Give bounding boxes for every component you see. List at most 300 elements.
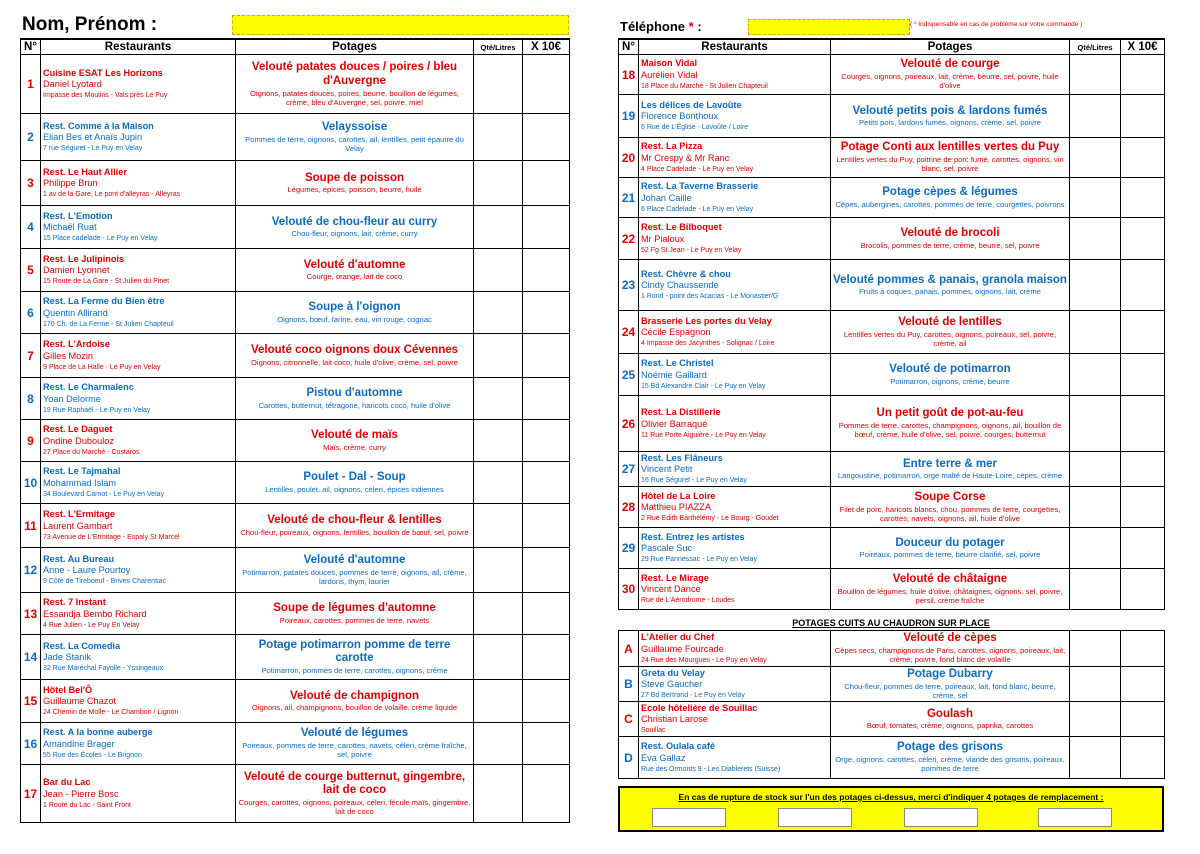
potage-cell: [831, 737, 1070, 779]
potage-cell: [831, 569, 1070, 610]
row-number: 27: [619, 452, 639, 487]
price-cell[interactable]: [523, 723, 570, 765]
potage-ingredients: Bœuf, tomates, crème, oignons, paprika, carottes: [866, 721, 1034, 731]
restaurant-name: Rest. Le Tajmahal: [43, 466, 121, 476]
potage-ingredients: Brocolis, pommes de terre, crème, beurre, sel, poivre: [860, 240, 1040, 250]
restaurant-address: 73 Avenue de L'Ermitage - Espaly St Marcel: [43, 533, 180, 541]
chef-name: Jean - Pierre Bosc: [43, 788, 119, 799]
restaurant-name: Rest. Le Bilboquet: [641, 222, 722, 232]
table-row: [619, 95, 1165, 138]
quantity-input-cell[interactable]: [1070, 702, 1121, 737]
table-row: [619, 528, 1165, 569]
chef-name: Philippe Brun: [43, 178, 98, 189]
potage-cell: [831, 260, 1070, 311]
chef-name: Vincent Dance: [641, 584, 701, 595]
potage-cell: [236, 378, 474, 420]
quantity-input-cell[interactable]: [474, 114, 523, 161]
table-row: [619, 218, 1165, 260]
quantity-input-cell[interactable]: [474, 378, 523, 420]
restaurant-address: 29 Rue Pannessac - Le Puy en Velay: [641, 556, 757, 564]
col-restaurants: Restaurants: [41, 39, 236, 55]
chef-name: Mohammad Islam: [43, 477, 117, 488]
row-number: 6: [21, 292, 41, 334]
table-row: [619, 737, 1165, 779]
restaurant-cell: [41, 292, 236, 334]
potage-name: Velouté coco oignons doux Cévennes: [250, 344, 459, 357]
chef-name: Steve Gaucher: [641, 679, 703, 690]
restaurant-address: 34 Boulevard Carnot - Le Puy en Velay: [43, 490, 165, 498]
col-price: X 10€: [1121, 39, 1165, 55]
restaurant-cell: [41, 462, 236, 504]
potage-ingredients: Oignons, patates douces, poires, beurre, bouillon de légumes, crème, bleu d'Auvergne, sel, poivre, miel: [250, 88, 459, 107]
phone-label-text: Téléphone: [620, 19, 686, 34]
potage-name: Velouté d'automne: [303, 258, 406, 271]
restaurant-address: 9 Place de La Halle - Le Puy en Velay: [43, 363, 161, 371]
row-number: 4: [21, 206, 41, 249]
chef-name: Pascale Suc: [641, 543, 693, 554]
restaurant-address: 170 Ch. de La Ferme - St Julien Chapteuil: [43, 320, 174, 328]
potage-name: Potage des grisons: [896, 741, 1004, 754]
table-header: [619, 39, 1165, 55]
price-cell[interactable]: [523, 635, 570, 680]
potage-cell: [236, 593, 474, 635]
replacement-box: [618, 786, 1164, 832]
restaurants-table-right: [618, 38, 1165, 610]
restaurant-address: 11 Rue Porte Aiguière - Le Puy en Velay: [641, 431, 766, 439]
price-cell[interactable]: [1121, 569, 1165, 610]
restaurant-name: Rest. Le Julipinois: [43, 253, 125, 264]
potage-ingredients: Courge, orange, lait de coco: [306, 272, 403, 282]
potage-name: Douceur du potager: [895, 536, 1005, 549]
potage-cell: [236, 462, 474, 504]
restaurant-cell: [639, 528, 831, 569]
row-number: 24: [619, 311, 639, 354]
row-number: 5: [21, 249, 41, 292]
restaurant-name: Rest. La Taverne Brasserie: [641, 181, 759, 191]
quantity-input-cell[interactable]: [1070, 396, 1121, 452]
restaurant-address: 6 Place Cadelade - Le Puy en Velay: [641, 205, 754, 213]
potage-name: Pistou d'automne: [306, 387, 403, 400]
quantity-input-cell[interactable]: [1070, 354, 1121, 396]
price-cell[interactable]: [523, 378, 570, 420]
table-row: [619, 311, 1165, 354]
table-row: [619, 569, 1165, 610]
chef-name: Amandine Brager: [43, 738, 115, 749]
restaurant-cell: [41, 723, 236, 765]
replacement-field-4[interactable]: [1038, 808, 1112, 827]
restaurant-name: Rest. Entrez les artistes: [641, 531, 745, 542]
restaurant-cell: [41, 635, 236, 680]
price-cell[interactable]: [1121, 260, 1165, 311]
restaurant-address: Rue des Ormonts 9 - Les Diablerets (Suisse): [641, 765, 781, 773]
price-cell[interactable]: [523, 504, 570, 548]
restaurant-address: 16 Rue Séguret - Le Puy en Velay: [641, 477, 747, 485]
name-row: [20, 0, 569, 38]
potage-ingredients: Langoustine, potimarron, orge malté de Haute-Loire, cèpes, crème: [837, 471, 1063, 481]
row-number: 16: [21, 723, 41, 765]
quantity-input-cell[interactable]: [1070, 667, 1121, 702]
potage-name: Velouté de maïs: [311, 429, 398, 442]
potage-ingredients: Légumes, épices, poisson, beurre, huile: [287, 185, 422, 195]
price-cell[interactable]: [1121, 354, 1165, 396]
restaurant-name: Rest. Oulala café: [641, 741, 716, 751]
potage-cell: [831, 631, 1070, 667]
row-number: 26: [619, 396, 639, 452]
restaurant-name: Brasserie Les portes du Velay: [641, 315, 772, 326]
quantity-input-cell[interactable]: [474, 462, 523, 504]
potage-cell: [831, 354, 1070, 396]
potage-cell: [236, 420, 474, 462]
quantity-input-cell[interactable]: [474, 723, 523, 765]
quantity-input-cell[interactable]: [1070, 569, 1121, 610]
price-cell[interactable]: [523, 334, 570, 378]
potage-cell: [831, 667, 1070, 702]
potage-name: Potage Dubarry: [907, 667, 993, 680]
name-input-field[interactable]: [232, 15, 569, 35]
table-row: [21, 680, 570, 723]
quantity-input-cell[interactable]: [474, 420, 523, 462]
row-number: 21: [619, 178, 639, 218]
table-row: [21, 114, 570, 161]
potage-ingredients: Pommes de terre, carottes, champignons, oignons, ail, bouillon de bœuf, crème, huile d'olive, sel, poivre, courges, butternut: [838, 421, 1062, 440]
price-cell[interactable]: [523, 420, 570, 462]
table-row: [21, 334, 570, 378]
potage-cell: [236, 504, 474, 548]
potage-ingredients: Oignons, citronnelle, lait coco, huile d'olive, crème, sel, poivre: [250, 357, 458, 367]
restaurant-name: Rest. Le Daguet: [43, 424, 113, 434]
quantity-input-cell[interactable]: [1070, 95, 1121, 138]
replacement-field-3[interactable]: [904, 808, 978, 827]
price-cell[interactable]: [523, 206, 570, 249]
potage-ingredients: Poireaux, carottes, pommes de terre, navets: [279, 615, 430, 625]
replacement-field-2[interactable]: [778, 808, 852, 827]
row-number: 15: [21, 680, 41, 723]
potage-name: Velayssoise: [321, 120, 388, 133]
restaurant-address: 4 Rue Julien - Le Puy En Velay: [43, 621, 140, 629]
potage-name: Soupe de poisson: [304, 171, 405, 184]
potage-cell: [831, 55, 1070, 95]
table-row: [21, 161, 570, 206]
price-cell[interactable]: [1121, 311, 1165, 354]
restaurant-address: 18 Place du Marché - St Julien Chapteuil: [641, 82, 768, 90]
potage-name: Velouté de châtaigne: [892, 572, 1008, 585]
table-row: [619, 55, 1165, 95]
restaurant-cell: [639, 487, 831, 528]
potage-ingredients: Lentilles, poulet, ail, oignons, céleri, épices indiennes: [265, 484, 444, 494]
potage-name: Velouté de brocoli: [900, 227, 1000, 240]
chef-name: Daniel Lyotard: [43, 79, 102, 90]
table-row: [619, 354, 1165, 396]
chef-name: Quentin Allirand: [43, 307, 108, 318]
chef-name: Anne - Laure Pourtoy: [43, 565, 131, 576]
restaurant-cell: [639, 178, 831, 218]
potage-cell: [236, 635, 474, 680]
chef-name: Matthieu PIAZZA: [641, 502, 711, 513]
restaurant-cell: [639, 95, 831, 138]
potage-ingredients: Oignons, bœuf, farine, eau, vin rouge, cognac: [277, 314, 432, 324]
restaurant-name: Ecole hôtelière de Souillac: [641, 702, 758, 713]
row-number: 12: [21, 548, 41, 593]
chef-name: Mr Pialoux: [641, 233, 685, 244]
table-row: [21, 548, 570, 593]
table-row: [619, 178, 1165, 218]
potage-cell: [236, 206, 474, 249]
price-cell[interactable]: [1121, 631, 1165, 667]
restaurant-cell: [41, 680, 236, 723]
potage-ingredients: Maïs, crème, curry: [323, 442, 386, 452]
restaurant-cell: [41, 55, 236, 114]
restaurant-address: 52 Fg St Jean - Le Puy en Velay: [641, 246, 742, 254]
quantity-input-cell[interactable]: [1070, 737, 1121, 779]
quantity-input-cell[interactable]: [1070, 487, 1121, 528]
row-number: 13: [21, 593, 41, 635]
row-number: 3: [21, 161, 41, 206]
quantity-input-cell[interactable]: [1070, 528, 1121, 569]
restaurant-address: Impasse des Moulins - Vals près Le Puy: [43, 92, 168, 100]
restaurant-name: Rest. La Ferme du Bien être: [43, 296, 165, 306]
table-row: [21, 292, 570, 334]
chef-name: Guillaume Fourcade: [641, 643, 724, 654]
restaurant-name: Hôtel de La Loire: [641, 490, 716, 501]
restaurant-cell: [639, 260, 831, 311]
potage-cell: [236, 548, 474, 593]
potage-cell: [831, 396, 1070, 452]
potage-cell: [236, 723, 474, 765]
price-cell[interactable]: [523, 292, 570, 334]
table-row: [619, 631, 1165, 667]
restaurant-cell: [41, 420, 236, 462]
restaurant-name: Rest. A la bonne auberge: [43, 727, 153, 737]
quantity-input-cell[interactable]: [1070, 218, 1121, 260]
table-row: [21, 462, 570, 504]
quantity-input-cell[interactable]: [474, 55, 523, 114]
chef-name: Olivier Barraqué: [641, 418, 708, 429]
restaurant-cell: [639, 452, 831, 487]
potage-name: Potage potimarron pomme de terre carotte: [258, 638, 451, 665]
row-number: 18: [619, 55, 639, 95]
potage-name: Velouté d'automne: [303, 553, 406, 566]
col-qty: Qté/Litres: [1070, 39, 1121, 55]
price-cell[interactable]: [523, 249, 570, 292]
restaurant-address: 7 rue Séguret - Le Puy en Velay: [43, 145, 143, 153]
price-cell[interactable]: [1121, 528, 1165, 569]
quantity-input-cell[interactable]: [474, 548, 523, 593]
restaurant-address: 1 Rond - point des Acacias - Le Monastier/G: [641, 293, 779, 301]
restaurant-name: Maison Vidal: [641, 58, 697, 68]
chef-name: Cécile Espagnon: [641, 327, 711, 338]
restaurant-address: 1 Route du Lac - Saint Front: [43, 801, 131, 809]
replacement-field-1[interactable]: [652, 808, 726, 827]
restaurant-name: Bar du Lac: [43, 777, 91, 787]
price-cell[interactable]: [523, 680, 570, 723]
chef-name: Damien Lyonnet: [43, 265, 110, 276]
quantity-input-cell[interactable]: [1070, 138, 1121, 178]
restaurant-name: Rest. Les Flâneurs: [641, 452, 723, 463]
phone-row: [618, 0, 1164, 38]
quantity-input-cell[interactable]: [474, 206, 523, 249]
restaurant-cell: [41, 114, 236, 161]
potage-name: Soupe de légumes d'automne: [273, 602, 436, 615]
chef-name: Cindy Chaussende: [641, 280, 719, 291]
table-row: [619, 138, 1165, 178]
row-number: 17: [21, 765, 41, 823]
phone-label: [620, 19, 702, 34]
col-potages: Potages: [831, 39, 1070, 55]
chef-name: Essandja Bembo Richard: [43, 608, 147, 619]
potage-name: Soupe Corse: [914, 490, 986, 503]
potage-cell: [236, 161, 474, 206]
table-row: [619, 452, 1165, 487]
price-cell[interactable]: [523, 765, 570, 823]
restaurant-address: 24 Chemin de Molle - Le Chambon / Lignon: [43, 709, 179, 717]
restaurant-address: 19 Rue Raphaël - Le Puy en Velay: [43, 406, 151, 414]
quantity-input-cell[interactable]: [474, 593, 523, 635]
price-cell[interactable]: [1121, 702, 1165, 737]
quantity-input-cell[interactable]: [474, 292, 523, 334]
restaurant-cell: [639, 354, 831, 396]
price-cell[interactable]: [1121, 396, 1165, 452]
quantity-input-cell[interactable]: [474, 680, 523, 723]
potage-cell: [236, 249, 474, 292]
quantity-input-cell[interactable]: [474, 635, 523, 680]
potage-ingredients: Carottes, butternut, tétragone, haricots coco, huile d'olive: [258, 400, 451, 410]
chef-name: Laurent Gambart: [43, 520, 113, 531]
restaurant-cell: [639, 138, 831, 178]
row-number: 11: [21, 504, 41, 548]
restaurant-address: 1 av de la Gare, Le pont d'alleyras - Alleyras: [43, 191, 181, 199]
potage-cell: [831, 138, 1070, 178]
price-cell[interactable]: [1121, 452, 1165, 487]
potage-name: Velouté de courge: [900, 58, 1000, 71]
price-cell[interactable]: [523, 462, 570, 504]
chef-name: Florence Bonthoux: [641, 111, 719, 122]
price-cell[interactable]: [1121, 737, 1165, 779]
table-row: [21, 723, 570, 765]
restaurant-cell: [639, 218, 831, 260]
restaurant-cell: [41, 249, 236, 292]
restaurant-name: Rest. Comme à la Maison: [43, 120, 154, 131]
potage-ingredients: Oignons, ail, champignons, bouillon de volaille, crème liquide: [251, 703, 458, 713]
restaurant-address: Souillac: [641, 727, 666, 735]
chef-name: Ondine Dubouloz: [43, 435, 114, 446]
potage-ingredients: Chou-fleur, oignons, lait, crème, curry: [291, 229, 418, 239]
chef-name: Johan Caille: [641, 192, 692, 203]
price-cell[interactable]: [1121, 138, 1165, 178]
potage-name: Velouté de lentilles: [898, 315, 1002, 328]
potage-name: Velouté de cèpes: [903, 632, 997, 645]
row-number: D: [619, 737, 639, 779]
quantity-input-cell[interactable]: [1070, 260, 1121, 311]
restaurant-address: 4 Impasse des Jacynthes - Solignac / Loire: [641, 340, 775, 348]
potage-name: Velouté de courge butternut, gingembre, lait de coco: [243, 770, 466, 797]
restaurant-cell: [639, 569, 831, 610]
quantity-input-cell[interactable]: [1070, 631, 1121, 667]
phone-input-field[interactable]: [748, 19, 910, 35]
table-row: [21, 206, 570, 249]
chef-name: Gilles Mozin: [43, 350, 94, 361]
restaurant-cell: [41, 206, 236, 249]
potage-name: Velouté de potimarron: [889, 363, 1011, 376]
restaurant-address: 2 Rue Edith Barthélémy - Le Bourg - Goudet: [641, 515, 779, 523]
chef-name: Noémie Gaillard: [641, 369, 707, 380]
phone-required-star: *: [688, 19, 694, 34]
row-number: A: [619, 631, 639, 667]
price-cell[interactable]: [523, 161, 570, 206]
row-number: 29: [619, 528, 639, 569]
row-number: 23: [619, 260, 639, 311]
potage-ingredients: Courges, oignons, poireaux, lait, crème, beurre, sel, poivre, huile d'olive: [841, 72, 1059, 91]
price-cell[interactable]: [1121, 55, 1165, 95]
chef-name: Eva Gallaz: [641, 752, 686, 763]
potage-name: Velouté de chou-fleur au curry: [271, 215, 438, 228]
price-cell[interactable]: [523, 593, 570, 635]
potage-name: Goulash: [926, 707, 973, 720]
col-num: N°: [21, 39, 41, 55]
price-cell[interactable]: [1121, 218, 1165, 260]
row-number: 14: [21, 635, 41, 680]
restaurant-cell: [639, 667, 831, 702]
price-cell[interactable]: [1121, 95, 1165, 138]
price-cell[interactable]: [1121, 487, 1165, 528]
restaurant-name: L'Atelier du Chef: [641, 632, 715, 642]
price-cell[interactable]: [1121, 667, 1165, 702]
quantity-input-cell[interactable]: [1070, 55, 1121, 95]
potage-ingredients: Cèpes secs, champignons de Paris, carottes, oignons, poireaux, lait, crème, poivre, fond blanc de volaille: [834, 646, 1066, 665]
quantity-input-cell[interactable]: [1070, 311, 1121, 354]
row-number: 20: [619, 138, 639, 178]
restaurant-name: Rest. La Comedia: [43, 640, 121, 651]
price-cell[interactable]: [1121, 178, 1165, 218]
potage-cell: [831, 487, 1070, 528]
row-number: C: [619, 702, 639, 737]
restaurant-address: 15 Place cadelade - Le Puy en Velay: [43, 235, 158, 243]
quantity-input-cell[interactable]: [474, 249, 523, 292]
restaurant-name: Rest. 7 Instant: [43, 597, 106, 607]
restaurant-name: Rest. La Pizza: [641, 141, 703, 151]
table-row: [21, 420, 570, 462]
chef-name: Vincent Petit: [641, 464, 693, 475]
price-cell[interactable]: [523, 114, 570, 161]
quantity-input-cell[interactable]: [474, 765, 523, 823]
potage-name: Velouté de chou-fleur & lentilles: [267, 514, 442, 527]
quantity-input-cell[interactable]: [474, 504, 523, 548]
quantity-input-cell[interactable]: [1070, 452, 1121, 487]
potage-name: Un petit goût de pot-au-feu: [876, 407, 1024, 420]
table-row: [21, 378, 570, 420]
potage-name: Velouté patates douces / poires / bleu d'Auvergne: [251, 61, 458, 87]
potage-cell: [236, 680, 474, 723]
quantity-input-cell[interactable]: [474, 334, 523, 378]
quantity-input-cell[interactable]: [1070, 178, 1121, 218]
potage-ingredients: Cèpes, aubergines, carottes, pommes de terre, courgettes, poivrons: [835, 199, 1065, 209]
col-price: X 10€: [523, 39, 570, 55]
potage-cell: [236, 55, 474, 114]
row-number: 1: [21, 55, 41, 114]
restaurant-cell: [41, 161, 236, 206]
price-cell[interactable]: [523, 55, 570, 114]
restaurant-cell: [41, 378, 236, 420]
quantity-input-cell[interactable]: [474, 161, 523, 206]
price-cell[interactable]: [523, 548, 570, 593]
restaurant-name: Rest. Le Christel: [641, 358, 714, 368]
potage-cell: [831, 311, 1070, 354]
restaurant-address: 15 Route de La Gare - St Julien du Pinet: [43, 278, 170, 286]
table-row: [619, 396, 1165, 452]
potage-ingredients: Orge, oignons, carottes, céleri, crème, viande des grisons, poireaux, pommes de terre: [835, 755, 1065, 774]
potage-cell: [831, 95, 1070, 138]
potage-ingredients: Bouillon de légumes, huile d'olive, châtaignes, oignons, sel, poivre, persil, crème fraîche: [837, 586, 1063, 605]
row-number: 2: [21, 114, 41, 161]
